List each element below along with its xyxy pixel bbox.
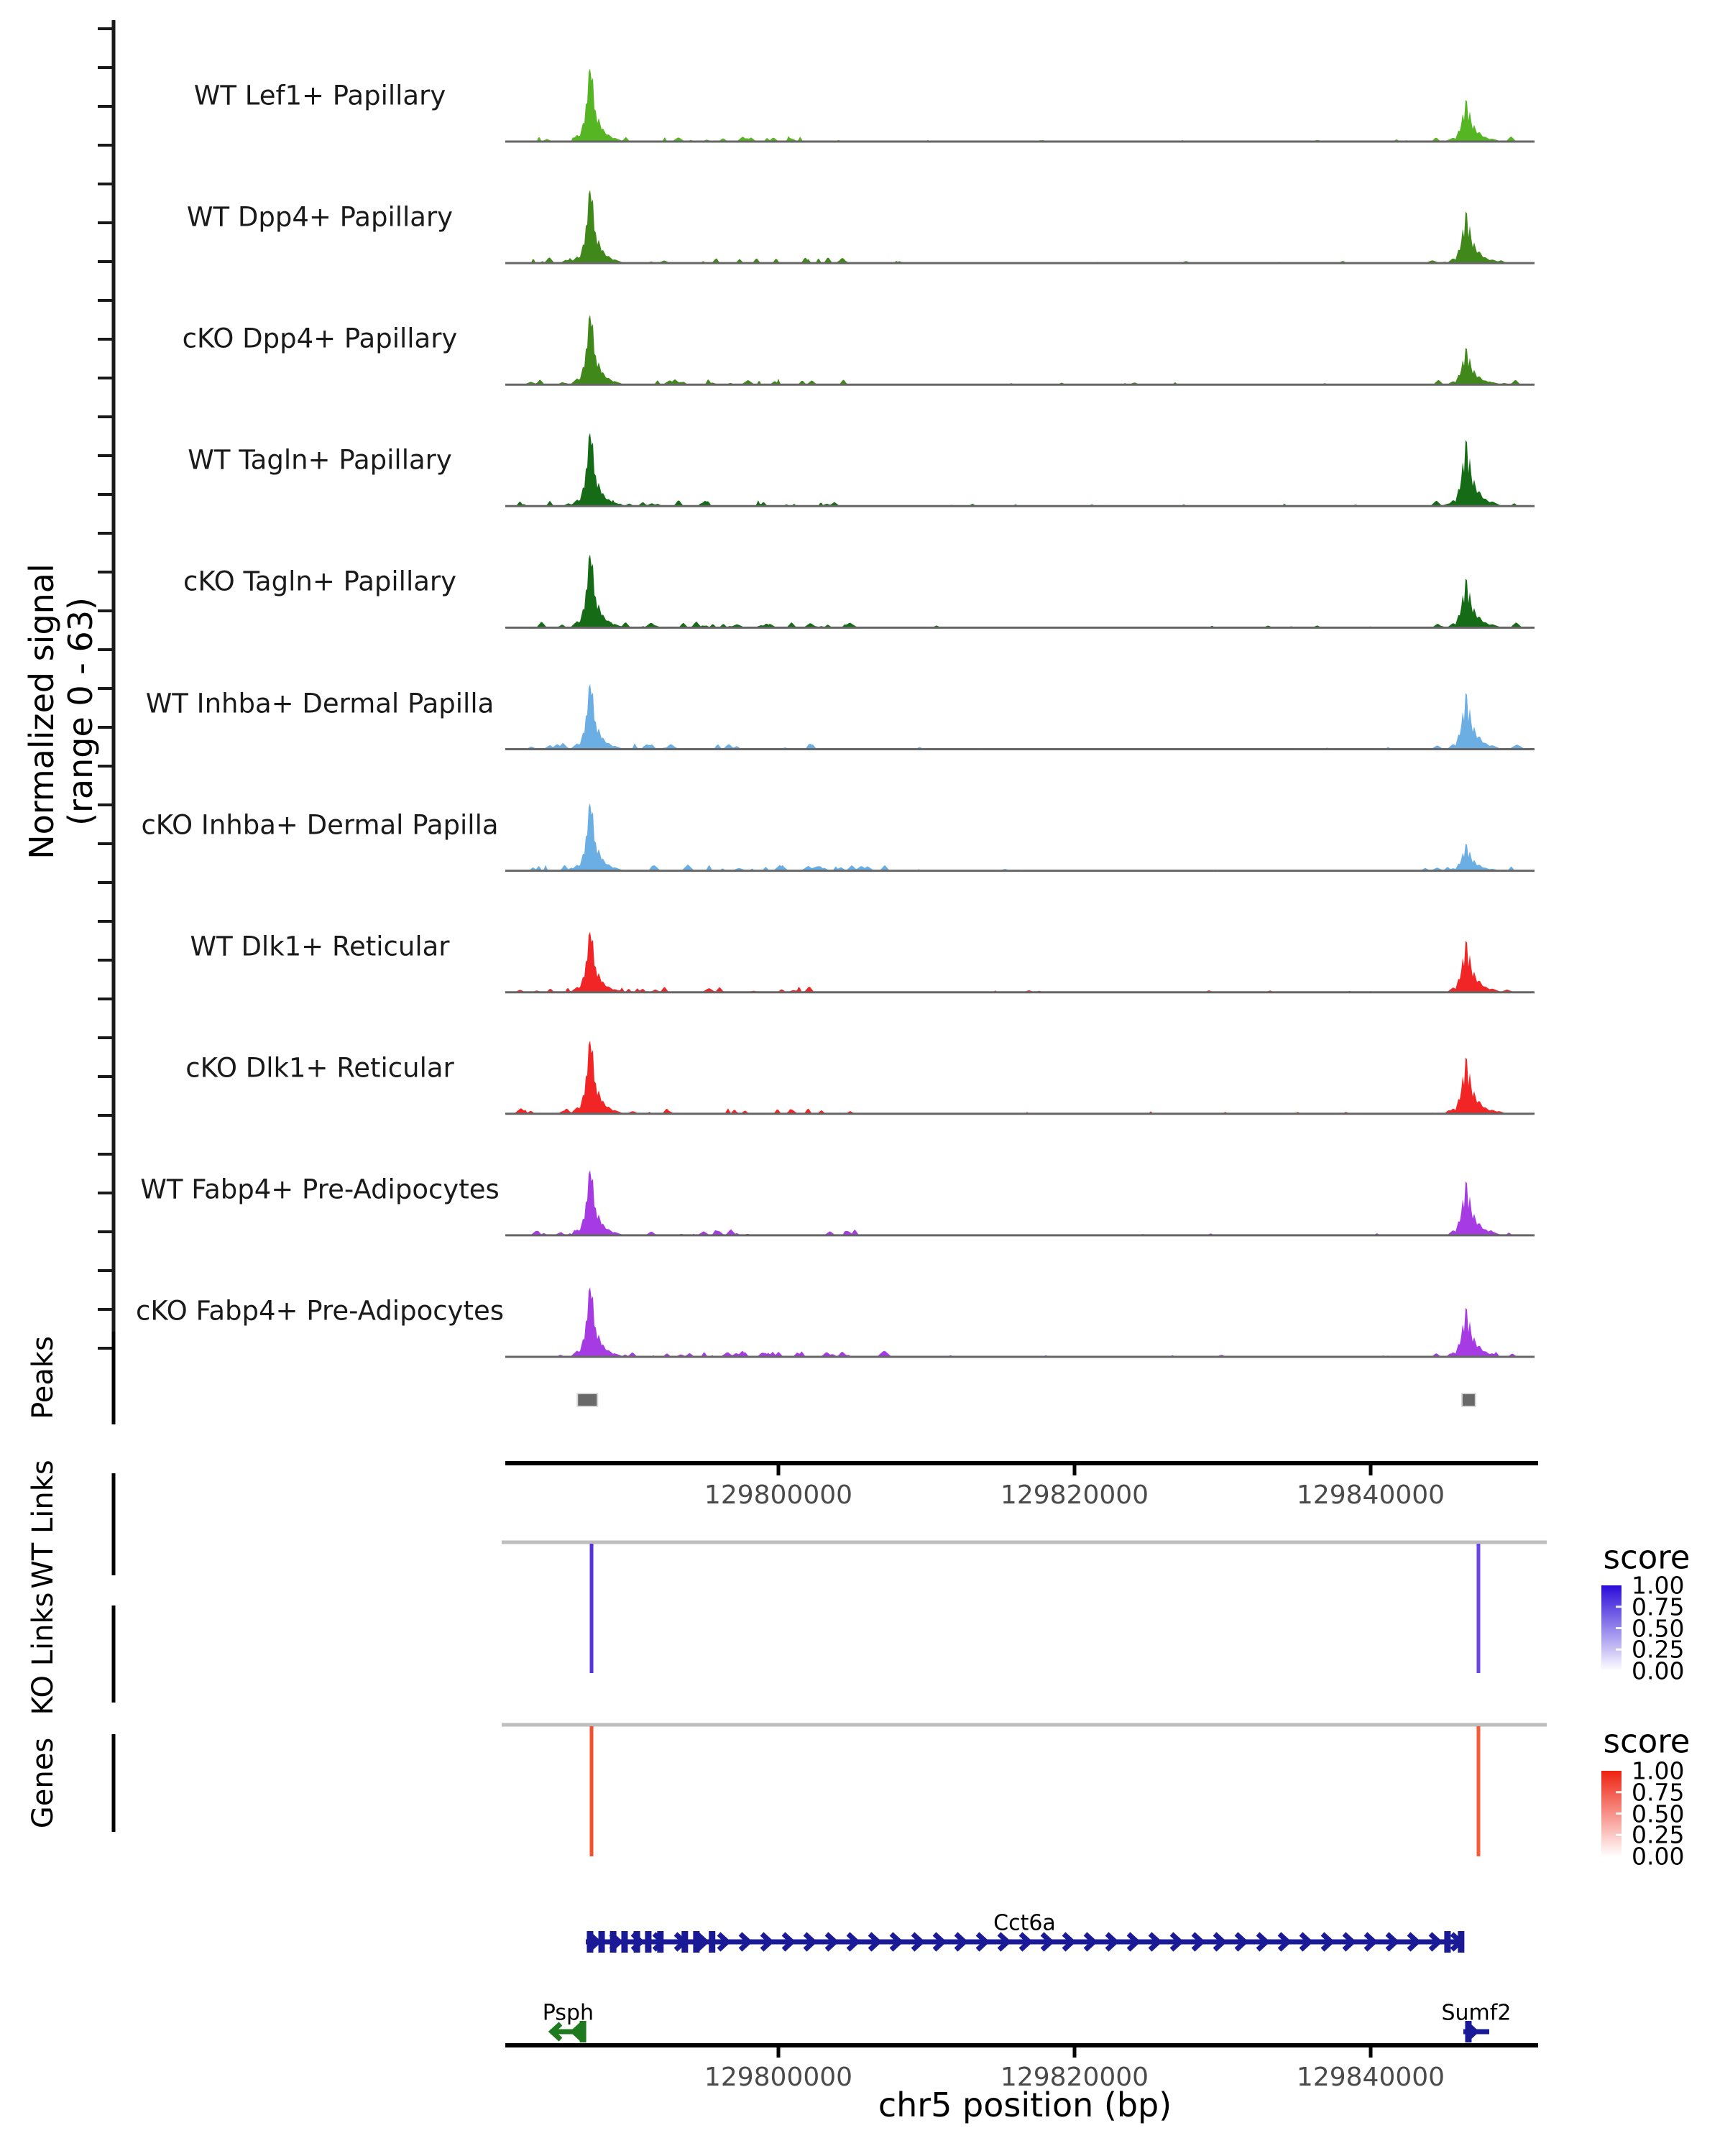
gene-exon-bar	[1444, 1931, 1450, 1953]
wt-score-legend-tick-label: 0.50	[1632, 1614, 1685, 1642]
gene-exon-bar	[645, 1931, 651, 1953]
gene-exon-bar	[599, 1931, 605, 1953]
signal-track-label: cKO Tagln+ Papillary	[183, 566, 457, 597]
wt-score-legend-tick-label: 0.75	[1632, 1593, 1685, 1621]
signal-track-area	[505, 1041, 1535, 1114]
peaks-axis-tick-label: 129820000	[1000, 1480, 1149, 1510]
gene-exon-bar	[621, 1931, 627, 1953]
wt-score-colorbar-tick	[1616, 1606, 1622, 1608]
x-axis-title: chr5 position (bp)	[878, 2086, 1172, 2124]
wt-score-legend-title: score	[1603, 1538, 1690, 1577]
wt-score-legend-tick-label: 0.00	[1632, 1657, 1685, 1685]
signal-track-label: WT Lef1+ Papillary	[193, 80, 446, 111]
ko-score-colorbar-tick	[1616, 1791, 1622, 1793]
peaks-axis-tick-label: 129800000	[704, 1480, 853, 1510]
ko-link-line	[1476, 1726, 1480, 1856]
gene-name-label: Psph	[542, 2000, 594, 2026]
signal-track-label: WT Inhba+ Dermal Papilla	[145, 688, 494, 719]
gene-exon-bar	[586, 1931, 593, 1953]
signal-track-area	[505, 315, 1535, 384]
ko-score-legend-tick-label: 1.00	[1632, 1756, 1685, 1785]
ko-link-line	[590, 1726, 594, 1856]
position-axis-tick-label: 129800000	[704, 2063, 853, 2092]
wt-link-line	[1476, 1544, 1480, 1673]
signal-track-area	[505, 932, 1535, 992]
panel-label-ko-links: KO Links	[27, 1592, 60, 1715]
signal-track-label: WT Fabp4+ Pre-Adipocytes	[140, 1174, 500, 1205]
gene-name-label: Cct6a	[993, 1910, 1056, 1936]
signal-track-label: WT Dpp4+ Papillary	[186, 201, 454, 233]
peak-region-box	[1462, 1393, 1476, 1406]
ko-score-legend-title: score	[1603, 1722, 1690, 1761]
signal-track-label: cKO Dpp4+ Papillary	[182, 323, 458, 354]
ko-score-legend-tick-label: 0.50	[1632, 1800, 1685, 1828]
position-axis-tick-label: 129820000	[1000, 2063, 1149, 2092]
ko-score-legend-tick-label: 0.00	[1632, 1842, 1685, 1871]
gene-exon-bar	[1458, 1931, 1464, 1953]
peak-region-box	[577, 1393, 597, 1406]
position-axis-tick-label: 129840000	[1296, 2063, 1445, 2092]
signal-track-label: WT Dlk1+ Reticular	[190, 931, 450, 962]
signal-track-area	[505, 555, 1535, 628]
gene-exon-bar	[709, 1931, 715, 1953]
ko-score-legend-tick-label: 0.75	[1632, 1778, 1685, 1807]
wt-link-line	[590, 1544, 594, 1673]
wt-score-colorbar-tick	[1616, 1627, 1622, 1629]
signal-track-label: cKO Dlk1+ Reticular	[185, 1052, 454, 1084]
signal-track-area	[505, 1287, 1535, 1357]
panel-label-wt-links: WT Links	[27, 1460, 60, 1589]
gene-exon-bar	[693, 1931, 699, 1953]
ko-score-colorbar-tick	[1616, 1812, 1622, 1815]
signal-track-area	[505, 684, 1535, 750]
y-axis-label: Normalized signal	[22, 563, 61, 860]
gene-exon-bar	[610, 1931, 617, 1953]
y-axis-range-label: (range 0 - 63)	[61, 597, 100, 826]
signal-track-area	[505, 190, 1535, 263]
gene-exon-bar	[634, 1931, 640, 1953]
signal-track-area	[505, 433, 1535, 506]
wt-score-colorbar-tick	[1616, 1649, 1622, 1651]
signal-track-area	[505, 68, 1535, 142]
peaks-axis-tick-label: 129840000	[1296, 1480, 1445, 1510]
signal-track-area	[505, 1170, 1535, 1235]
signal-track-area	[505, 803, 1535, 871]
panel-label-peaks: Peaks	[27, 1336, 60, 1419]
signal-track-label: WT Tagln+ Papillary	[188, 444, 452, 476]
wt-score-legend-tick-label: 1.00	[1632, 1571, 1685, 1600]
gene-exon-bar	[681, 1931, 688, 1953]
panel-label-genes: Genes	[27, 1737, 60, 1829]
ko-score-legend-tick-label: 0.25	[1632, 1820, 1685, 1849]
signal-track-label: cKO Inhba+ Dermal Papilla	[141, 809, 499, 841]
ko-score-colorbar-tick	[1616, 1834, 1622, 1836]
signal-track-label: cKO Fabp4+ Pre-Adipocytes	[135, 1295, 505, 1327]
wt-score-legend-tick-label: 0.25	[1632, 1635, 1685, 1664]
gene-exon-bar	[657, 1931, 663, 1953]
gene-name-label: Sumf2	[1441, 2000, 1512, 2026]
